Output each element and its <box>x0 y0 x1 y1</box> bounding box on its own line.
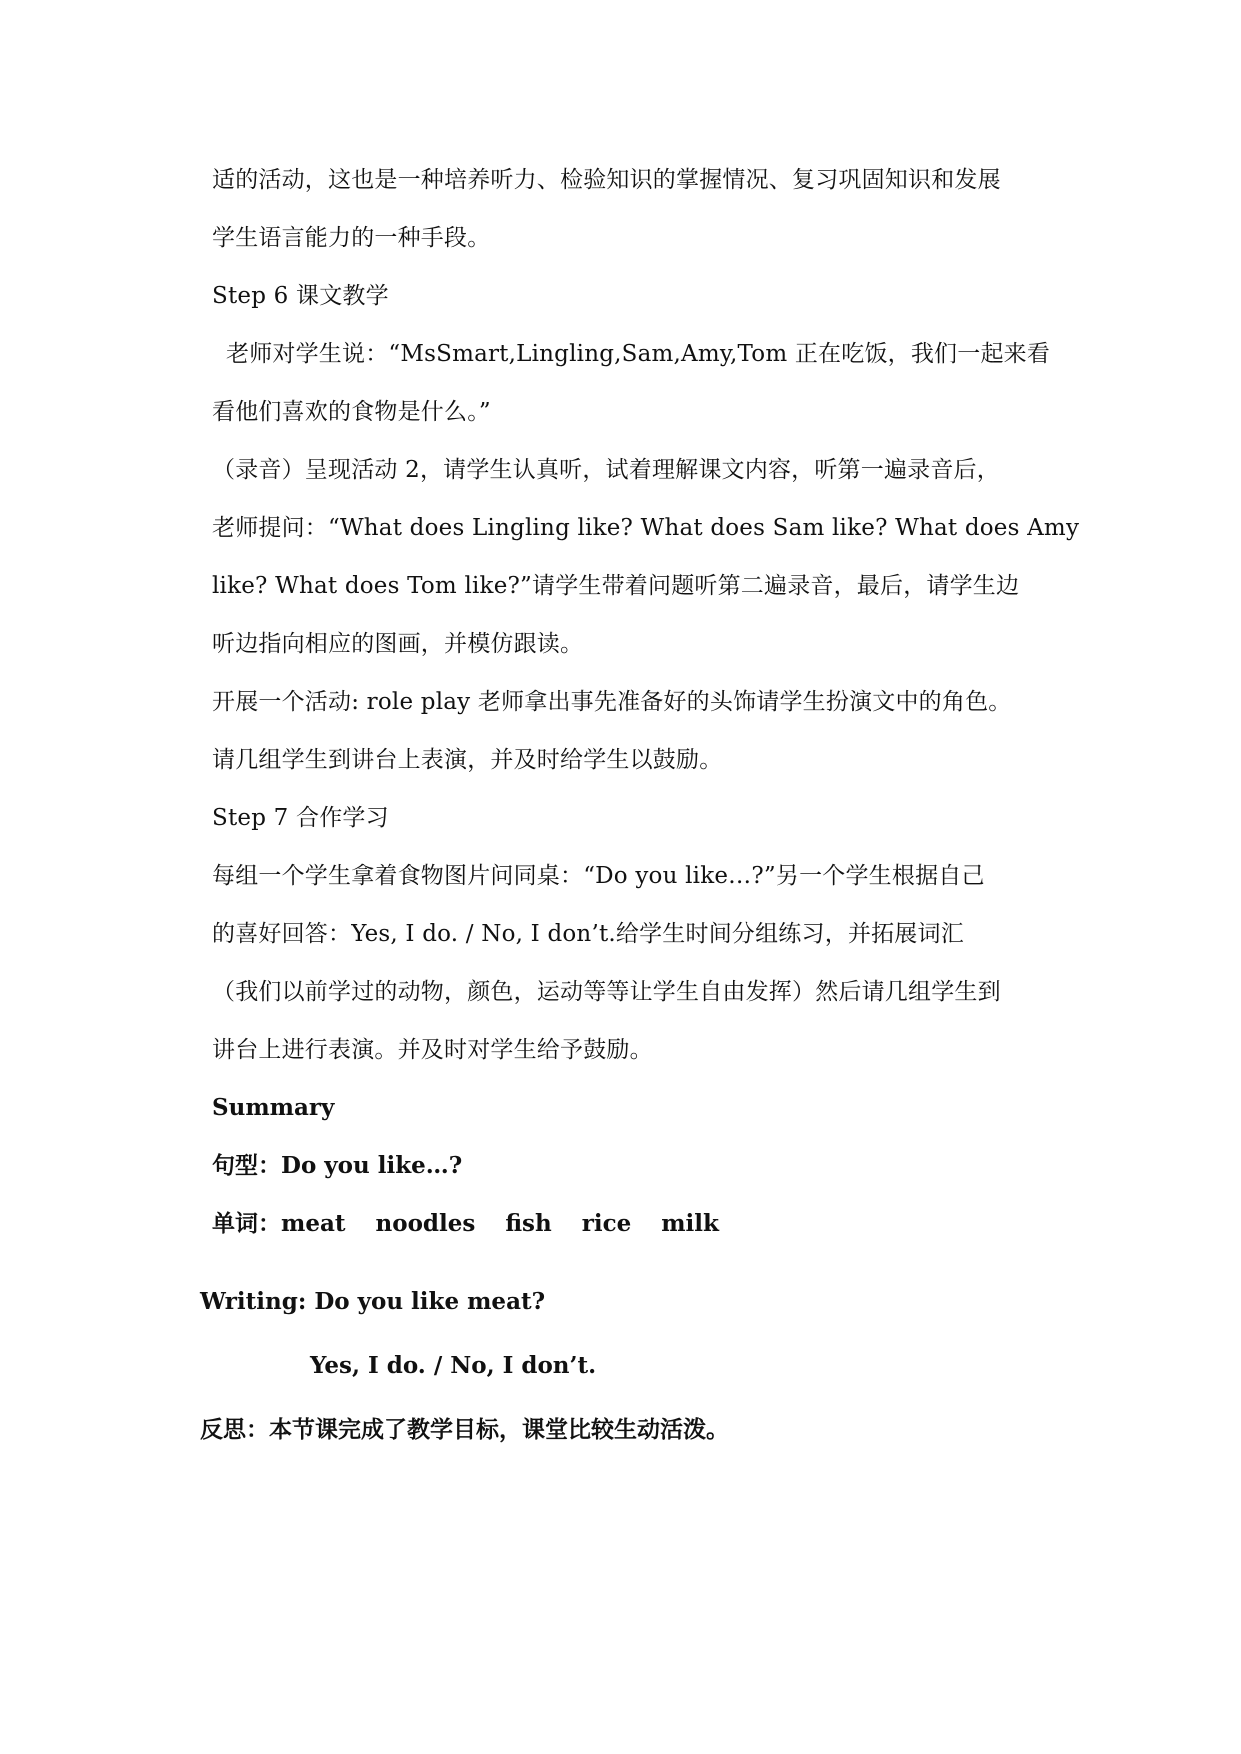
paragraph-3-line-2: 老师提问：“What does Lingling like? What does Sam like? What does Amy <box>212 515 1080 541</box>
step-7-title: Step 7 合作学习 <box>212 805 389 831</box>
paragraph-5-line-4: 讲台上进行表演。并及时对学生给予鼓励。 <box>212 1037 653 1063</box>
sentence-pattern: 句型：Do you like…? <box>212 1152 463 1179</box>
paragraph-1-line-2: 学生语言能力的一种手段。 <box>212 225 491 251</box>
paragraph-4-line-1: 开展一个活动: role play 老师拿出事先准备好的头饰请学生扮演文中的角色。 <box>212 689 1012 715</box>
paragraph-3-line-3: like? What does Tom like?”请学生带着问题听第二遍录音，最后，请学生边 <box>212 573 1020 599</box>
paragraph-5-line-2: 的喜好回答：Yes, I do. / No, I don’t.给学生时间分组练习，并拓展词汇 <box>212 921 964 947</box>
paragraph-5-line-1: 每组一个学生拿着食物图片问同桌：“Do you like…?”另一个学生根据自己 <box>212 863 985 889</box>
paragraph-3-line-1: （录音）呈现活动 2，请学生认真听，试着理解课文内容，听第一遍录音后， <box>212 457 1000 483</box>
paragraph-1-line-1: 适的活动，这也是一种培养听力、检验知识的掌握情况、复习巩固知识和发展 <box>212 167 1001 193</box>
word-list <box>281 1210 719 1237</box>
words-label: 单词： <box>212 1210 281 1237</box>
writing-line-2: Yes, I do. / No, I don’t. <box>310 1352 597 1379</box>
words-line <box>212 1208 719 1240</box>
paragraph-4-line-2: 请几组学生到讲台上表演，并及时给学生以鼓励。 <box>212 747 723 773</box>
word-rice: rice <box>581 1210 632 1237</box>
paragraph-5-line-3: （我们以前学过的动物，颜色，运动等等让学生自由发挥）然后请几组学生到 <box>212 979 1001 1005</box>
step-6-title: Step 6 课文教学 <box>212 283 389 309</box>
summary-title: Summary <box>212 1094 335 1121</box>
word-milk: milk <box>661 1210 719 1237</box>
paragraph-2-line-1: 老师对学生说：“MsSmart,Lingling,Sam,Amy,Tom 正在吃饭，我们一起来看 <box>226 341 1051 367</box>
paragraph-2-line-2: 看他们喜欢的食物是什么。” <box>212 399 491 425</box>
paragraph-3-line-4: 听边指向相应的图画，并模仿跟读。 <box>212 631 584 657</box>
writing-line-1: Writing: Do you like meat? <box>200 1288 546 1315</box>
word-noodles: noodles <box>375 1210 476 1237</box>
word-meat: meat <box>281 1210 346 1237</box>
reflection-line: 反思：本节课完成了教学目标，课堂比较生动活泼。 <box>200 1416 729 1443</box>
word-fish: fish <box>505 1210 552 1237</box>
